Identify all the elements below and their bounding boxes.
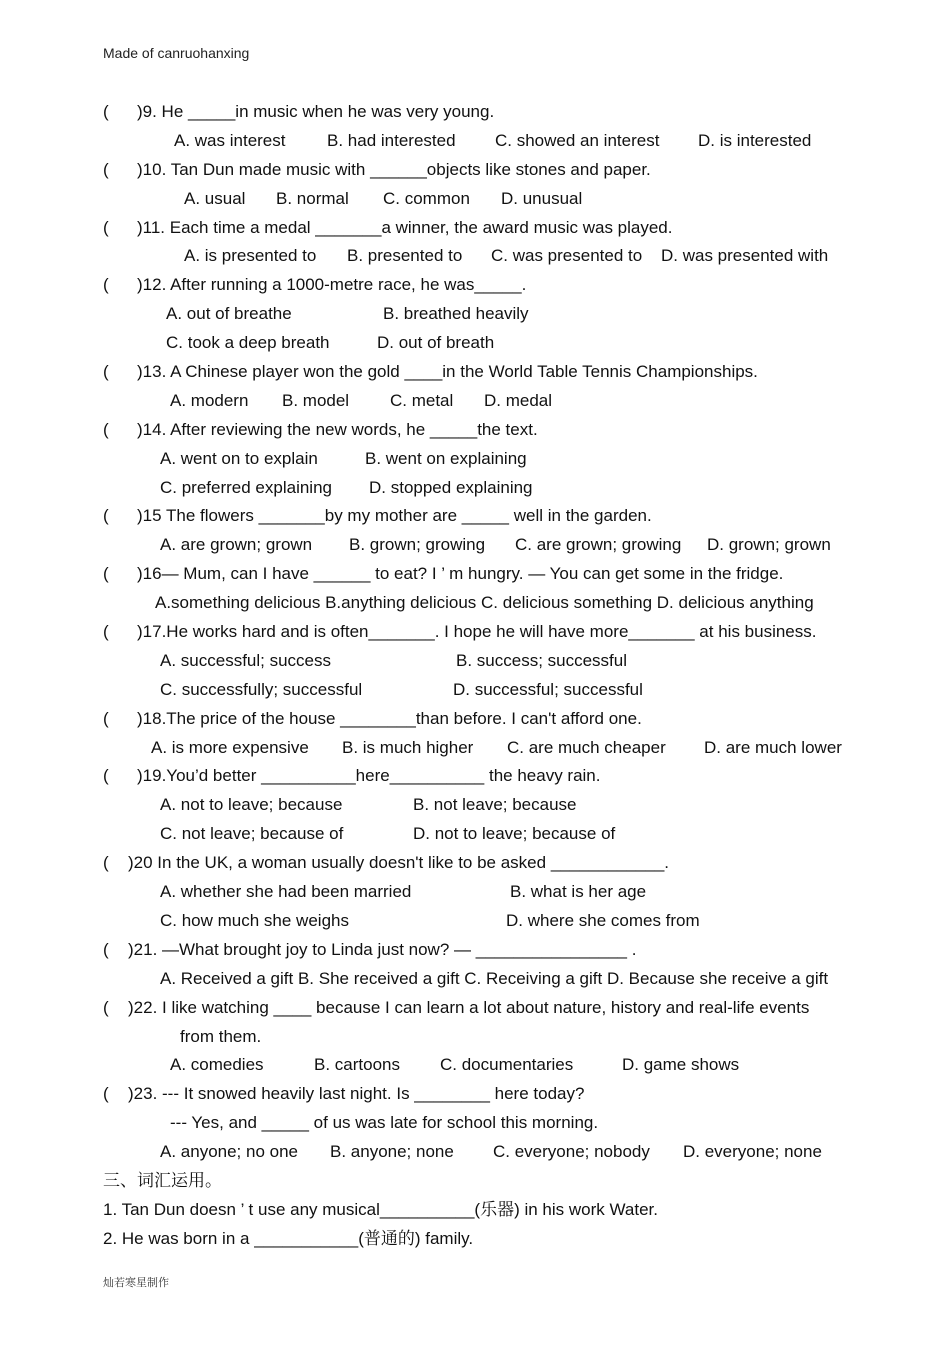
question-text: )15 The flowers _______by my mother are _____ well in the garden.: [137, 506, 652, 526]
option: C. not leave; because of: [160, 824, 344, 844]
answer-paren: (: [103, 506, 109, 526]
options-row: [0, 329, 950, 358]
options-row: [0, 647, 950, 676]
option: C. common: [383, 188, 470, 208]
question-stem: [0, 560, 950, 589]
question-text: )22. I like watching ____ because I can learn a lot about nature, history and real-life events: [128, 997, 810, 1017]
options-row: [0, 445, 950, 474]
vocab-text: 2. He was born in a ___________(普通的) family.: [103, 1228, 474, 1248]
option: C. are much cheaper: [507, 737, 666, 757]
options-row: [0, 676, 950, 705]
option: A. out of breathe: [166, 304, 292, 324]
question-continuation: [0, 1023, 950, 1052]
option: C. showed an interest: [495, 130, 660, 150]
option: A. is more expensive: [151, 737, 309, 757]
option: A. went on to explain: [160, 448, 318, 468]
question-stem: [0, 994, 950, 1023]
options-row: [0, 907, 950, 936]
answer-paren: (: [103, 997, 109, 1017]
option: D. grown; grown: [707, 535, 831, 555]
options-row: [0, 300, 950, 329]
option: C. preferred explaining: [160, 477, 332, 497]
option: B. grown; growing: [349, 535, 486, 555]
question-text-cont: --- Yes, and _____ of us was late for school this morning.: [170, 1113, 599, 1133]
question-stem: [0, 618, 950, 647]
option: D. everyone; none: [683, 1142, 822, 1162]
vocab-text: 1. Tan Dun doesn ’ t use any musical__________(乐器) in his work Water.: [103, 1199, 658, 1219]
options-row: [0, 878, 950, 907]
option: C. metal: [390, 390, 454, 410]
question-text-cont: from them.: [180, 1026, 262, 1046]
page-header: Made of canruohanxing: [103, 45, 250, 61]
answer-paren: (: [103, 853, 109, 873]
option: D. was presented with: [661, 246, 829, 266]
option: A.something delicious B.anything delicious C. delicious something D. delicious anything: [155, 593, 814, 613]
option: D. are much lower: [704, 737, 842, 757]
question-text: )17.He works hard and is often_______. I hope he will have more_______ at his business.: [137, 622, 817, 642]
question-text: )13. A Chinese player won the gold ____in the World Table Tennis Championships.: [137, 362, 758, 382]
answer-paren: (: [103, 217, 109, 237]
option: C. how much she weighs: [160, 910, 349, 930]
option: C. successfully; successful: [160, 679, 363, 699]
option: A. successful; success: [160, 650, 332, 670]
answer-paren: (: [103, 766, 109, 786]
options-row: [0, 242, 950, 271]
question-stem: [0, 1080, 950, 1109]
option: D. medal: [484, 390, 553, 410]
answer-paren: (: [103, 275, 109, 295]
options-row: [0, 589, 950, 618]
options-row: [0, 1051, 950, 1080]
options-row: [0, 965, 950, 994]
answer-paren: (: [103, 419, 109, 439]
answer-paren: (: [103, 708, 109, 728]
option: D. successful; successful: [453, 679, 643, 699]
question-text: )23. --- It snowed heavily last night. Is ________ here today?: [128, 1084, 585, 1104]
option: A. whether she had been married: [160, 882, 412, 902]
question-text: )11. Each time a medal _______a winner, the award music was played.: [137, 217, 673, 237]
question-stem: [0, 98, 950, 127]
options-row: [0, 474, 950, 503]
option: C. documentaries: [440, 1055, 574, 1075]
question-text: )14. After reviewing the new words, he _____the text.: [137, 419, 538, 439]
answer-paren: (: [103, 622, 109, 642]
options-row: [0, 791, 950, 820]
option: B. is much higher: [342, 737, 474, 757]
options-row: [0, 820, 950, 849]
option: A. are grown; grown: [160, 535, 313, 555]
worksheet: [0, 98, 950, 1254]
option: D. game shows: [622, 1055, 740, 1075]
option: B. what is her age: [510, 882, 647, 902]
options-row: [0, 734, 950, 763]
question-stem: [0, 502, 950, 531]
answer-paren: (: [103, 362, 109, 382]
question-stem: [0, 271, 950, 300]
answer-paren: (: [103, 1084, 109, 1104]
option: D. where she comes from: [506, 910, 700, 930]
question-stem: [0, 849, 950, 878]
option: A. was interest: [174, 130, 286, 150]
question-stem: [0, 762, 950, 791]
option: D. stopped explaining: [369, 477, 533, 497]
question-text: )18.The price of the house ________than before. I can't afford one.: [137, 708, 642, 728]
option: A. Received a gift B. She received a gift C. Receiving a gift D. Because she receive a gift: [160, 968, 829, 988]
option: B. success; successful: [456, 650, 628, 670]
option: D. is interested: [698, 130, 812, 150]
answer-paren: (: [103, 159, 109, 179]
option: B. cartoons: [314, 1055, 400, 1075]
option: A. modern: [170, 390, 249, 410]
option: C. was presented to: [491, 246, 643, 266]
option: B. had interested: [327, 130, 456, 150]
question-stem: [0, 416, 950, 445]
page-footer: 灿若寒星制作: [103, 1277, 169, 1289]
section-heading: 三、词汇运用。: [103, 1170, 222, 1190]
question-stem: [0, 936, 950, 965]
question-text: )20 In the UK, a woman usually doesn't like to be asked ____________.: [128, 853, 669, 873]
option: D. not to leave; because of: [413, 824, 616, 844]
vocab-item: [0, 1196, 950, 1225]
answer-paren: (: [103, 939, 109, 959]
options-row: [0, 185, 950, 214]
question-stem: [0, 156, 950, 185]
option: C. took a deep breath: [166, 333, 330, 353]
option: A. is presented to: [184, 246, 317, 266]
option: C. everyone; nobody: [493, 1142, 650, 1162]
option: A. not to leave; because: [160, 795, 343, 815]
option: D. unusual: [501, 188, 583, 208]
question-stem: [0, 214, 950, 243]
question-text: )16— Mum, can I have ______ to eat? I ’ m hungry. — You can get some in the fridge.: [137, 564, 784, 584]
answer-paren: (: [103, 102, 109, 121]
option: B. model: [282, 390, 350, 410]
section-title: [0, 1167, 950, 1196]
question-continuation: [0, 1109, 950, 1138]
option: B. normal: [276, 188, 349, 208]
option: A. anyone; no one: [160, 1142, 299, 1162]
option: B. not leave; because: [413, 795, 577, 815]
options-row: [0, 1138, 950, 1167]
option: B. went on explaining: [365, 448, 527, 468]
question-text: )10. Tan Dun made music with ______objects like stones and paper.: [137, 159, 651, 179]
option: B. presented to: [347, 246, 463, 266]
option: D. out of breath: [377, 333, 495, 353]
option: C. are grown; growing: [515, 535, 682, 555]
option: B. breathed heavily: [383, 304, 529, 324]
question-stem: [0, 705, 950, 734]
vocab-item: [0, 1225, 950, 1254]
question-text: )9. He _____in music when he was very young.: [137, 102, 495, 121]
answer-paren: (: [103, 564, 109, 584]
option: A. usual: [184, 188, 246, 208]
options-row: [0, 127, 950, 156]
options-row: [0, 387, 950, 416]
question-text: )12. After running a 1000-metre race, he was_____.: [137, 275, 527, 295]
question-text: )19.You’d better __________here__________ the heavy rain.: [137, 766, 601, 786]
option: B. anyone; none: [330, 1142, 454, 1162]
question-text: )21. —What brought joy to Linda just now? — ________________ .: [128, 939, 637, 959]
question-stem: [0, 358, 950, 387]
options-row: [0, 531, 950, 560]
option: A. comedies: [170, 1055, 264, 1075]
